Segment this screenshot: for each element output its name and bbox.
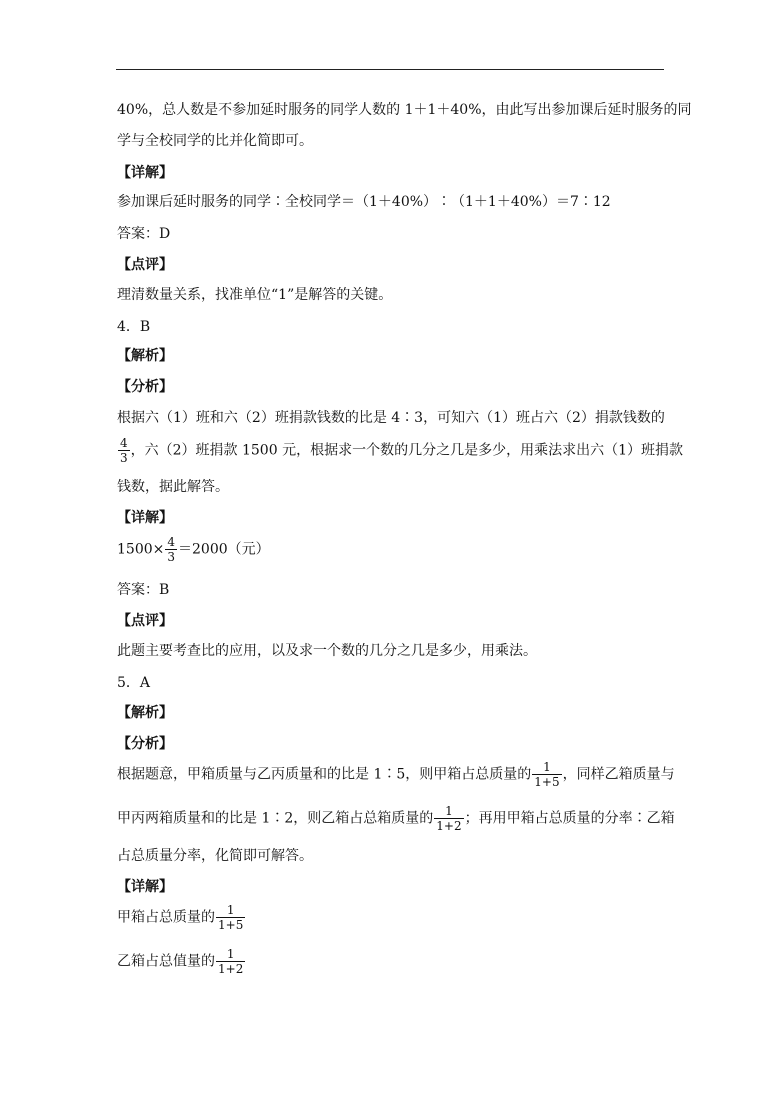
header-rule [116, 69, 664, 70]
q4-calc-fraction [165, 535, 177, 564]
q4-analysis-line-1: 根据六（1）班和六（2）班捐款钱数的比是 4∶3，可知六（1）班占六（2）捐款钱数的 [117, 410, 665, 426]
q5-fraction-2-denominator: 1+2 [436, 819, 462, 833]
q3-answer: 答案：D [117, 226, 171, 242]
q3-comment-text: 理清数量关系，找准单位“1”是解答的关键。 [117, 287, 393, 303]
q3-detail-text: 参加课后延时服务的同学∶全校同学＝（1＋40%）∶（1＋1＋40%）＝7∶12 [117, 194, 611, 210]
q5-detail-heading: 【详解】 [117, 879, 173, 895]
q4-analysis-line-2 [117, 436, 683, 465]
q5-detail-fraction-2-denominator: 1+2 [218, 962, 244, 976]
q5-analysis-line-2-pre: 甲丙两箱质量和的比是 1∶2，则乙箱占总箱质量的 [117, 810, 434, 827]
q5-fraction-1-denominator: 1+5 [534, 775, 560, 789]
q4-calc-suffix: ＝2000（元） [178, 541, 270, 558]
q5-fraction-2-numerator: 1 [434, 804, 463, 819]
q4-calculation [117, 535, 270, 564]
q5-fraction-1-numerator: 1 [532, 760, 561, 775]
q4-analysis-heading: 【解析】 [117, 348, 173, 364]
q5-detail-fraction-1 [216, 903, 245, 932]
q5-analysis-line-2-post: ；再用甲箱占总质量的分率∶乙箱 [464, 810, 675, 827]
q3-analysis-line-1: 40%，总人数是不参加延时服务的同学人数的 1＋1＋40%，由此写出参加课后延时服务的同 [117, 102, 692, 118]
q5-detail-fraction-2 [216, 947, 245, 976]
q4-calc-fraction-numerator: 4 [167, 535, 175, 549]
q5-fraction-2 [434, 804, 463, 833]
q5-analysis-heading: 【解析】 [117, 705, 173, 721]
q4-calc-fraction-denominator: 3 [167, 550, 175, 564]
q4-analysis-line-2-text: ，六（2）班捐款 1500 元，根据求一个数的几分之几是多少，用乘法求出六（1）班捐款 [130, 442, 683, 459]
q5-detail-line-1 [117, 903, 246, 932]
q4-comment-heading: 【点评】 [117, 613, 173, 629]
q3-detail-heading: 【详解】 [117, 165, 173, 181]
q4-fraction-denominator: 3 [120, 451, 128, 465]
q4-detail-heading: 【详解】 [117, 510, 173, 526]
q4-comment-text: 此题主要考查比的应用，以及求一个数的几分之几是多少，用乘法。 [117, 643, 537, 659]
q4-number: 4．B [117, 319, 151, 335]
q5-analysis-line-3: 占总质量分率，化简即可解答。 [117, 848, 313, 864]
q5-analyze-heading: 【分析】 [117, 736, 173, 752]
q5-analysis-line-1 [117, 760, 675, 789]
q5-analysis-line-2 [117, 804, 675, 833]
q5-analysis-line-1-post: ，同样乙箱质量与 [562, 766, 675, 783]
q5-detail-line-1-text: 甲箱占总质量的 [117, 909, 215, 926]
q4-analyze-heading: 【分析】 [117, 379, 173, 395]
q5-analysis-line-1-pre: 根据题意，甲箱质量与乙丙质量和的比是 1∶5，则甲箱占总质量的 [117, 766, 532, 783]
q4-answer: 答案：B [117, 582, 170, 598]
q5-number: 5．A [117, 675, 151, 691]
q5-detail-fraction-1-numerator: 1 [216, 903, 245, 918]
q5-detail-fraction-1-denominator: 1+5 [218, 918, 244, 932]
q3-comment-heading: 【点评】 [117, 257, 173, 273]
q3-analysis-line-2: 学与全校同学的比并化简即可。 [117, 133, 313, 149]
q4-analysis-line-3: 钱数，据此解答。 [117, 479, 229, 495]
q5-detail-line-2 [117, 947, 246, 976]
q5-detail-fraction-2-numerator: 1 [216, 947, 245, 962]
q5-detail-line-2-text: 乙箱占总值量的 [117, 953, 215, 970]
q4-fraction [118, 436, 130, 465]
q4-fraction-numerator: 4 [120, 436, 128, 450]
q5-fraction-1 [532, 760, 561, 789]
q4-calc-prefix: 1500× [117, 541, 165, 558]
